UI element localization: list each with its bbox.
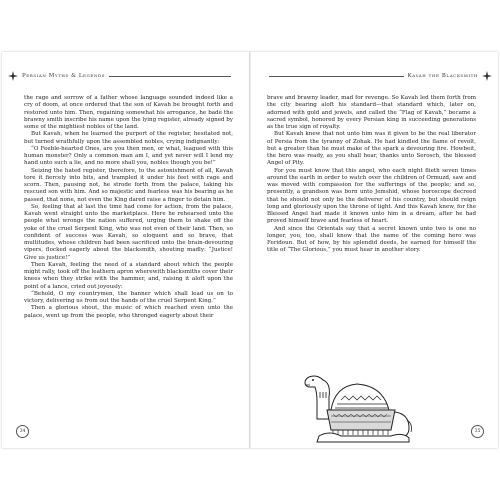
paragraph: “Behold, O my countrymen, the banner which shall lead us on to victory, delivering us from out the hands of the cruel Serpent King.”: [24, 290, 233, 304]
star-ornament-icon: [482, 71, 492, 81]
header-rule: [109, 76, 231, 77]
left-page-number: 34: [16, 425, 29, 438]
right-running-header: [269, 69, 492, 83]
paragraph: “O Feeble-hearted Ones, are you then men, or what, leagued with this human monster? Only a common man am I, and yet never will I lend my hand unto such a lie, and no more shall you, nobles though you be!”: [24, 145, 233, 167]
star-ornament-icon: [8, 71, 18, 81]
paragraph: Then Kavah, feeling the need of a standard about which the people might rally, took off the leathern apron wherewith blacksmiths cover their knees when they strike with the hammer, and, raising it aloft upon the point of a lance, cried out joyously:: [24, 261, 233, 290]
paragraph: the rage and sorrow of a father whose language sounded indeed like a cry of doom, at once ordered that the son of Kavah be brought forth and restored unto him. Then, regaining somewhat his arrogance, he bade the brawny smith inscribe his name upon the lying register, already signed by some of the mightiest nobles of the land.: [24, 95, 233, 130]
right-page-number: 35: [471, 425, 484, 438]
camel-illustration: [293, 370, 423, 448]
right-page: [250, 52, 498, 448]
paragraph: So, feeling that at last the time had come for action, from the palace, Kavah went straight unto the marketplace. Here he rehearsed unto the people what wrongs the nation suffered, urging them to shake off the yoke of the cruel Serpent King, who was not even of their land. Then, so confident of success was Kavah, so eloquent and so brave, that multitudes, whose children had been sacrificed unto the brain-devouring vipers, flocked eagerly about the blacksmith, shouting madly: “Justice! Give us justice!”: [24, 203, 233, 261]
left-page: [2, 52, 250, 448]
left-body-text: [24, 95, 233, 320]
paragraph: But Kavah knew that not unto him was it given to be the real liberator of Persia from the tyranny of Zohak. He had kindled the flame of revolt, but a greater than he must make of the spark a devouring fire. Howbeit, the hero was ready, as you shall hear, thanks unto Serosch, the blessed Angel of Pity.: [267, 131, 476, 167]
paragraph: brave and brawny leader, mad for revenge. So Kavah led them forth from the city bearing aloft his standard—that standard which, later on, adorned with gold and jewels, and called the “Flag of Kavah,” became a sacred symbol, honored by every Persian king in succeeding generations as the true sign of royalty.: [267, 95, 476, 130]
paragraph: But Kavah, when he learned the purport of the register, hesitated not, but turned wrathfully upon the assembled nobles, crying indignantly:: [24, 131, 233, 145]
paragraph: Then a glorious shout, the music of which reached even unto the palace, went up from the people, who thronged eagerly about their: [24, 305, 233, 319]
paragraph: For you must know that this angel, who each night flieth seven times around the earth in order to watch over the children of Ormuzd, saw and was moved with compassion for the sufferings of the people; and so, presently, a grandson was born unto Jemshid, whose horoscope decreed that he should not only be the deliverer of his country, but should reign long and gloriously upon the throne of light. And this Kavah knew, for the Blessed Angel had made it known unto him in a dream, after he had proved himself brave and fearless of heart.: [267, 167, 476, 225]
right-header-title: Kavah the Blacksmith: [407, 73, 478, 79]
left-running-header: [8, 69, 231, 83]
right-body-text: [267, 95, 476, 255]
header-rule: [269, 76, 404, 77]
paragraph: And since the Orientals say that a secret known unto two is one no longer, you, too, shall know that the name of the coming hero was Feridoun. But of how, by his splendid deeds, he earned for himself the title of “The Glorious,” you must hear in another story.: [267, 225, 476, 254]
book-spread: [2, 52, 498, 448]
paragraph: Seizing the hated register, therefore, to the astonishment of all, Kavah tore it fiercely into bits, and trampled it under his feet with rage and scorn. Then, pausing not, he strode forth from the palace, taking his rescued son with him. And so majestic and fearless was his bearing as he passed, that none, not even the King dared raise a finger to detain him.: [24, 167, 233, 203]
left-header-title: Persian Myths & Legends: [22, 73, 106, 79]
